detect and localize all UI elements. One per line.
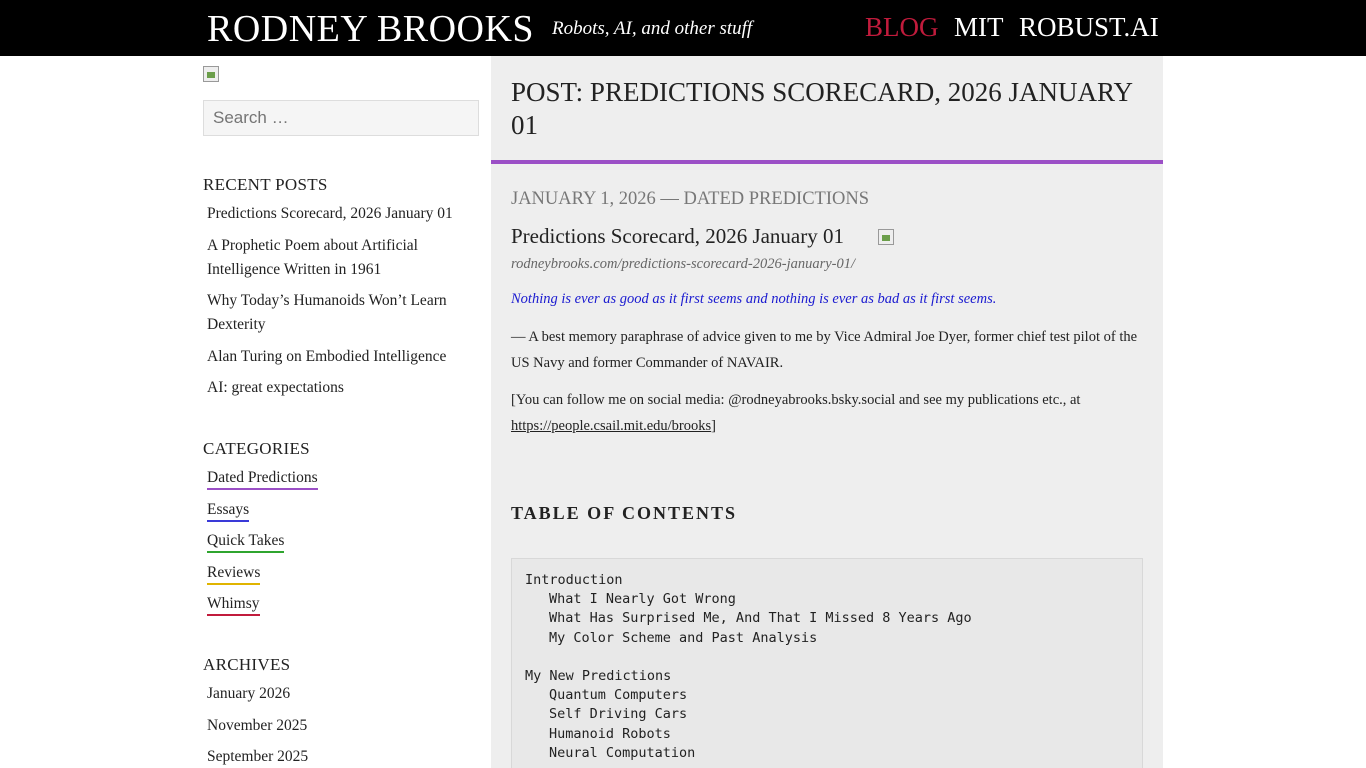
archive-link[interactable]: November 2025 (207, 717, 308, 734)
toc-line: Self Driving Cars (549, 706, 688, 723)
recent-post-link[interactable]: Alan Turing on Embodied Intelligence (207, 348, 447, 365)
nav-blog[interactable]: BLOG (865, 12, 939, 42)
recent-post-link[interactable]: AI: great expectations (207, 379, 344, 396)
site-header (0, 0, 1366, 56)
broken-image-icon (203, 66, 219, 82)
page-title: POST: PREDICTIONS SCORECARD, 2026 JANUARY 01 (511, 77, 1132, 140)
search-input[interactable] (203, 100, 479, 136)
archive-link[interactable]: January 2026 (207, 685, 291, 702)
nav-mit[interactable]: MIT (954, 12, 1004, 42)
broken-image-icon (878, 229, 894, 245)
permalink[interactable]: rodneybrooks.com/predictions-scorecard-2026-january-01/ (511, 256, 856, 272)
toc-line: What I Nearly Got Wrong (549, 591, 736, 608)
category-link-quick-takes[interactable]: Quick Takes (207, 532, 284, 553)
toc-line: Humanoid Robots (549, 725, 671, 742)
toc-heading: TABLE OF CONTENTS (511, 503, 738, 523)
social-text: [You can follow me on social media: @rodneyabrooks.bsky.social and see my publications etc., at (511, 392, 1081, 408)
social-paragraph (511, 387, 1141, 439)
category-link-reviews[interactable]: Reviews (207, 564, 260, 585)
site-tagline: Robots, AI, and other stuff (552, 18, 753, 39)
category-link-essays[interactable]: Essays (207, 501, 249, 522)
nav-robust-ai[interactable]: ROBUST.AI (1019, 12, 1159, 42)
toc-box (511, 558, 1143, 768)
toc-line: My New Predictions (525, 667, 672, 684)
recent-posts-title: RECENT POSTS (203, 175, 328, 194)
category-link-dated-predictions[interactable]: Dated Predictions (207, 469, 318, 490)
main-content (491, 56, 1163, 768)
toc-line: Introduction (525, 572, 623, 588)
epigraph-quote: Nothing is ever as good as it first seems and nothing is ever as bad as it first seems. (511, 291, 997, 307)
post-meta: JANUARY 1, 2026 — DATED PREDICTIONS (511, 189, 870, 209)
archives-title: ARCHIVES (203, 655, 291, 674)
entry-title[interactable]: Predictions Scorecard, 2026 January 01 (511, 224, 844, 248)
recent-post-link[interactable]: A Prophetic Poem about Artificial Intelligence Written in 1961 (207, 237, 418, 278)
social-close: ] (711, 418, 716, 434)
toc-line: What Has Surprised Me, And That I Missed 8 Years Ago (549, 610, 972, 627)
attribution-paragraph: — A best memory paraphrase of advice given to me by Vice Admiral Joe Dyer, former chief test pilot of the US Navy and former Commander of NAVAIR. (511, 329, 1138, 371)
category-accent-bar (491, 160, 1163, 164)
recent-post-link[interactable]: Why Today’s Humanoids Won’t Learn Dexterity (207, 292, 447, 333)
toc-blank-line (525, 648, 1129, 667)
toc-line: Neural Computation (549, 744, 696, 761)
toc-line: My Color Scheme and Past Analysis (549, 629, 818, 646)
recent-post-link[interactable]: Predictions Scorecard, 2026 January 01 (207, 205, 453, 222)
categories-title: CATEGORIES (203, 439, 310, 458)
archive-link[interactable]: September 2025 (207, 748, 309, 765)
site-title[interactable]: RODNEY BROOKS (207, 8, 535, 50)
toc-line: Quantum Computers (549, 687, 688, 704)
category-link-whimsy[interactable]: Whimsy (207, 595, 260, 616)
publications-link[interactable]: https://people.csail.mit.edu/brooks (511, 418, 712, 434)
